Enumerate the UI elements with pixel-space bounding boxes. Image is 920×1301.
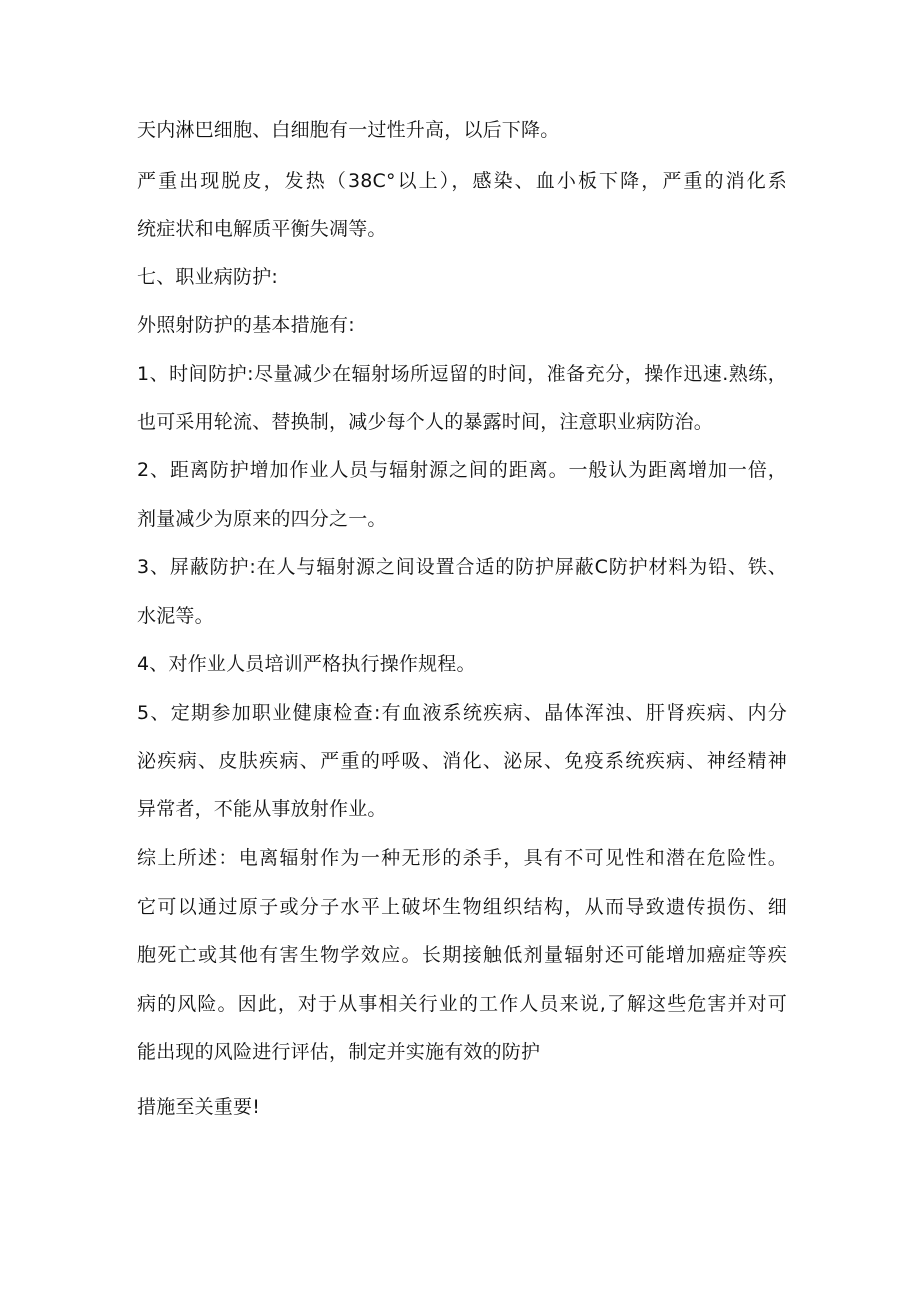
text-line: 病的风险。因此，对于从事相关行业的工作人员来说,了解这些危害并对可 bbox=[137, 993, 787, 1015]
list-item: 5、定期参加职业健康检查:有血液系统疾病、晶体浑浊、肝肾疾病、内分 bbox=[137, 702, 787, 724]
text-line: 它可以通过原子或分子水平上破坏生物组织结构，从而导致遗传损伤、细 bbox=[137, 896, 787, 918]
text-line: 异常者，不能从事放射作业。 bbox=[137, 798, 387, 820]
text-line: 也可采用轮流、替换制，减少每个人的暴露时间，注意职业病防治。 bbox=[137, 411, 714, 433]
text-line: 措施至关重要! bbox=[137, 1096, 261, 1118]
text-line: 天内淋巴细胞、白细胞有一过性升高，以后下降。 bbox=[137, 119, 560, 141]
text-line: 综上所述：电离辐射作为一种无形的杀手，具有不可见性和潜在危险性。 bbox=[137, 847, 787, 869]
list-item: 4、对作业人员培训严格执行操作规程。 bbox=[137, 653, 476, 675]
text-line: 统症状和电解质平衡失凋等。 bbox=[137, 218, 387, 240]
text-line: 胞死亡或其他有害生物学效应。长期接触低剂量辐射还可能增加癌症等疾 bbox=[137, 944, 787, 966]
list-item: 3、屏蔽防护:在人与辐射源之间设置合适的防护屏蔽C防护材料为铅、铁、 bbox=[137, 556, 787, 578]
list-item: 1、时间防护:尽量减少在辐射场所逗留的时间，准备充分，操作迅速.熟练， bbox=[137, 363, 787, 385]
section-heading: 七、职业病防护: bbox=[137, 266, 279, 288]
text-line: 严重出现脱皮，发热（38C°以上），感染、血小板下降，严重的消化系 bbox=[137, 170, 787, 192]
text-line: 能出现的风险进行评估，制定并实施有效的防护 bbox=[137, 1041, 541, 1063]
text-line: 剂量减少为原来的四分之一。 bbox=[137, 508, 387, 530]
text-line: 外照射防护的基本措施有: bbox=[137, 314, 355, 336]
list-item: 2、距离防护增加作业人员与辐射源之间的距离。一般认为距离增加一倍， bbox=[137, 459, 787, 481]
text-line: 水泥等。 bbox=[137, 605, 214, 627]
text-line: 泌疾病、皮肤疾病、严重的呼吸、消化、泌尿、免疫系统疾病、神经精神 bbox=[137, 750, 787, 772]
